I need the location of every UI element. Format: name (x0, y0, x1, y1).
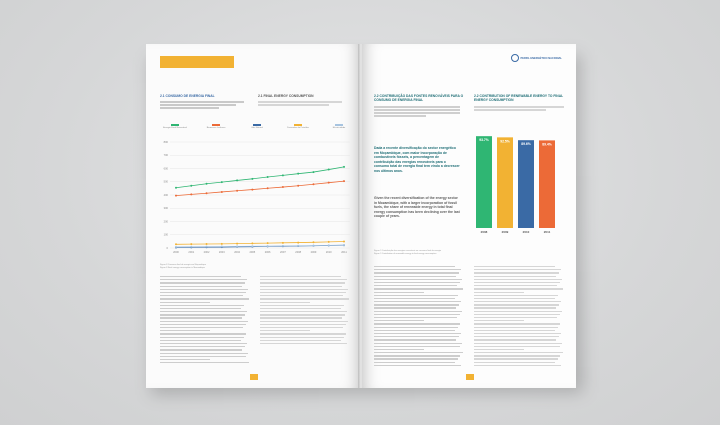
series-line (176, 181, 344, 196)
legend-swatch (171, 124, 179, 126)
data-point (190, 243, 192, 245)
heading-pt: 2.2 CONTRIBUIÇÃO DAS FONTES RENOVÁVEIS PARA O CONSUMO DE ENERGIA FINAL (374, 94, 464, 102)
x-tick-label: 2001 (188, 251, 195, 254)
text-line (374, 336, 459, 337)
text-line (260, 311, 347, 312)
page-number-marker-right (466, 374, 474, 380)
bar-caption-en: Figure 9 Contribution of renewable energy to final energy consumption (374, 253, 437, 255)
logo-line-1: PERFIL ENERGÉTICO NACIONAL (520, 56, 562, 60)
text-line (260, 321, 348, 322)
text-line (374, 323, 460, 324)
left-page (146, 44, 360, 388)
text-line (160, 324, 246, 325)
data-point (312, 245, 314, 247)
x-tick-label: 2006 (264, 251, 271, 254)
text-line (374, 301, 461, 302)
x-tick-label: 2004 (234, 251, 240, 254)
data-point (328, 169, 330, 171)
text-line (374, 266, 455, 267)
data-point (221, 181, 223, 183)
text-line (160, 343, 247, 344)
text-line (474, 288, 563, 289)
text-line (374, 311, 462, 312)
legend-swatch (335, 124, 343, 126)
text-line (474, 352, 563, 353)
text-line (374, 282, 460, 283)
text-line (474, 317, 557, 318)
bar-value-label: 89.4% (542, 142, 552, 147)
text-line (260, 279, 347, 280)
legend-swatch (253, 124, 261, 126)
text-line (374, 333, 461, 334)
text-line (160, 286, 242, 287)
text-line (474, 343, 562, 344)
data-point (221, 246, 223, 248)
line-chart (154, 136, 356, 260)
data-point (343, 241, 345, 243)
text-line (160, 289, 248, 290)
text-line (474, 362, 555, 363)
x-tick-label: 2009 (310, 251, 317, 254)
data-point (297, 185, 299, 187)
text-line (160, 356, 246, 357)
bar-value-label: 92.5% (500, 139, 510, 144)
x-tick-label: 2007 (280, 251, 286, 254)
series-line (176, 242, 344, 245)
data-point (297, 245, 299, 247)
text-line (474, 272, 559, 273)
text-line (374, 349, 424, 350)
section-tag (160, 56, 234, 68)
text-line (260, 324, 346, 325)
y-tick-label: 200 (163, 220, 168, 224)
bar-category-label: 2008 (480, 230, 488, 234)
bar (476, 136, 492, 228)
bar-value-label: 93.7% (479, 138, 489, 143)
intro-paragraph-en (258, 101, 342, 107)
text-line (374, 362, 455, 363)
text-line (374, 295, 458, 296)
data-point (190, 246, 192, 248)
data-point (175, 195, 177, 197)
data-point (282, 186, 284, 188)
x-tick-label: 2010 (325, 251, 332, 254)
text-line (160, 302, 210, 303)
text-line (474, 307, 556, 308)
text-line (474, 276, 556, 277)
text-line (474, 333, 561, 334)
text-line (374, 307, 456, 308)
text-line (160, 362, 249, 363)
text-line (160, 330, 210, 331)
heading-pt: 2.1 CONSUMO DE ENERGIA FINAL (160, 94, 215, 98)
text-line (474, 266, 555, 267)
text-line (474, 320, 524, 321)
text-line (260, 292, 346, 293)
data-point (175, 187, 177, 189)
y-tick-label: 600 (163, 167, 168, 171)
data-point (328, 182, 330, 184)
text-line (260, 340, 341, 341)
data-point (267, 187, 269, 189)
bar-category-label: 2009 (501, 230, 509, 234)
text-line (374, 317, 457, 318)
text-line (374, 314, 460, 315)
data-point (206, 183, 208, 185)
legend-item (326, 124, 352, 130)
text-line (374, 358, 458, 359)
text-line (474, 327, 558, 328)
text-line (474, 358, 558, 359)
legend-swatch (212, 124, 220, 126)
intro-paragraph-pt (374, 106, 460, 118)
logo-icon (511, 54, 519, 62)
x-tick-label: 2011 (341, 251, 347, 254)
text-line (260, 308, 341, 309)
intro-paragraph-en (474, 106, 564, 112)
text-line (374, 292, 424, 293)
legend-label: Gás Natural (251, 127, 263, 129)
text-line (474, 339, 556, 340)
text-line (374, 298, 455, 299)
data-point (236, 179, 238, 181)
data-point (206, 192, 208, 194)
text-line (374, 346, 460, 347)
text-line (374, 304, 459, 305)
text-line (374, 339, 456, 340)
series-line (176, 167, 344, 188)
open-brochure (146, 44, 576, 388)
x-tick-label: 2000 (173, 251, 179, 254)
text-line (260, 343, 347, 344)
page-number-marker-left (250, 374, 258, 380)
text-line (374, 288, 463, 289)
text-line (260, 286, 342, 287)
text-line (374, 272, 459, 273)
text-line (160, 346, 245, 347)
data-point (297, 242, 299, 244)
data-point (282, 242, 284, 244)
text-line (374, 352, 463, 353)
text-line (260, 289, 348, 290)
legend-swatch (294, 124, 302, 126)
text-line (474, 279, 562, 280)
y-tick-label: 100 (163, 233, 168, 237)
text-line (160, 314, 245, 315)
x-tick-label: 2008 (295, 251, 302, 254)
bar (518, 140, 534, 228)
bar (497, 137, 513, 228)
legend-label: Electricidade (332, 127, 346, 129)
legend-item (203, 124, 229, 130)
data-point (343, 166, 345, 168)
data-point (312, 183, 314, 185)
y-tick-label: 700 (163, 154, 168, 158)
data-point (190, 193, 192, 195)
text-line (160, 321, 248, 322)
text-line (474, 304, 559, 305)
data-point (251, 245, 253, 247)
heading-en: 2.2 CONTRIBUTION OF RENEWABLE ENERGY TO FINAL ENERGY CONSUMPTION (474, 94, 564, 102)
text-line (260, 305, 344, 306)
text-line (474, 355, 560, 356)
text-line (160, 298, 249, 299)
data-point (312, 171, 314, 173)
y-tick-label: 800 (163, 140, 168, 144)
text-line (474, 330, 555, 331)
x-tick-label: 2002 (203, 251, 210, 254)
heading-en: 2.1 FINAL ENERGY CONSUMPTION (258, 94, 314, 98)
data-point (267, 242, 269, 244)
text-line (474, 269, 561, 270)
text-line (374, 285, 457, 286)
data-point (221, 191, 223, 193)
text-line (374, 343, 462, 344)
legend-label: Biomassa Lenhosa (206, 127, 226, 129)
right-page (362, 44, 576, 388)
data-point (236, 243, 238, 245)
text-line (260, 282, 345, 283)
text-line (474, 349, 524, 350)
line-chart-legend (162, 124, 352, 130)
bar-caption-pt: Figura 9 Contribuição das energias renováveis no consumo final de energia (374, 250, 442, 252)
publication-logo (511, 54, 562, 62)
data-point (312, 241, 314, 243)
data-point (343, 180, 345, 182)
data-point (267, 176, 269, 178)
data-point (343, 244, 345, 246)
text-line (260, 327, 343, 328)
bar-category-label: 2010 (522, 230, 530, 234)
data-point (190, 185, 192, 187)
text-line (260, 276, 341, 277)
text-line (160, 317, 242, 318)
text-line (260, 302, 310, 303)
text-line (260, 333, 346, 334)
bar (539, 140, 555, 228)
data-point (221, 243, 223, 245)
text-line (160, 305, 244, 306)
text-line (160, 292, 246, 293)
pull-quote-en: Given the recent diversification of the energy sector in Mozambique, with a larger incorporation of fossil fuels, the share of renewable energy in total final energy consumption has been declining over the last couple of years. (374, 196, 460, 219)
text-line (474, 314, 560, 315)
data-point (175, 243, 177, 245)
text-line (160, 337, 244, 338)
text-line (160, 327, 243, 328)
data-point (175, 246, 177, 248)
data-point (251, 189, 253, 191)
data-point (328, 241, 330, 243)
text-line (260, 298, 349, 299)
y-tick-label: 500 (163, 180, 168, 184)
text-line (260, 330, 310, 331)
text-line (474, 301, 561, 302)
text-line (474, 365, 561, 366)
text-line (160, 276, 241, 277)
x-tick-label: 2003 (218, 251, 225, 254)
data-point (267, 245, 269, 247)
data-point (206, 243, 208, 245)
text-line (374, 327, 458, 328)
text-line (260, 317, 342, 318)
y-tick-label: 400 (163, 193, 168, 197)
text-line (160, 353, 248, 354)
text-line (474, 295, 558, 296)
text-line (474, 282, 560, 283)
text-line (260, 314, 345, 315)
text-line (160, 349, 242, 350)
x-tick-label: 2005 (249, 251, 256, 254)
text-line (260, 295, 343, 296)
bar-category-label: 2011 (543, 230, 551, 234)
data-point (297, 173, 299, 175)
text-line (160, 359, 210, 360)
data-point (282, 245, 284, 247)
text-line (474, 323, 560, 324)
y-tick-label: 0 (166, 246, 168, 250)
text-line (260, 337, 344, 338)
data-point (251, 178, 253, 180)
chart-caption-pt: Figura 8 Consumo final de energia em Moçambique (160, 264, 207, 266)
data-point (282, 174, 284, 176)
data-point (206, 246, 208, 248)
body-columns (160, 276, 350, 374)
legend-label: Energia Final Renovável (163, 127, 187, 129)
text-line (474, 346, 560, 347)
text-line (474, 336, 559, 337)
legend-item (244, 124, 270, 130)
text-line (374, 279, 462, 280)
text-line (160, 340, 241, 341)
bar-chart (472, 126, 564, 238)
text-line (374, 320, 424, 321)
y-tick-label: 300 (163, 207, 168, 211)
text-line (474, 311, 562, 312)
data-point (236, 245, 238, 247)
text-line (160, 333, 246, 334)
legend-item (162, 124, 188, 130)
text-line (160, 311, 247, 312)
text-line (374, 355, 460, 356)
data-point (251, 242, 253, 244)
text-line (160, 282, 245, 283)
bar-value-label: 89.6% (521, 142, 531, 147)
text-line (160, 295, 243, 296)
text-line (374, 276, 456, 277)
text-line (474, 292, 524, 293)
legend-label: Derivados do Petróleo (287, 127, 309, 129)
text-line (374, 269, 461, 270)
legend-item (285, 124, 311, 130)
text-line (160, 279, 247, 280)
text-line (160, 308, 241, 309)
pull-quote-pt: Dada a recente diversificação do sector energético em Moçambique, com maior incorporação de combustíveis fósseis, a percentagem de contribuição das energias renováveis para o consumo total de energia final tem vindo a decrescer nos últimos anos. (374, 146, 460, 173)
body-columns (374, 266, 564, 374)
chart-caption-en: Figure 8 Final energy consumption in Mozambique (160, 267, 205, 269)
data-point (236, 190, 238, 192)
text-line (474, 285, 557, 286)
intro-paragraph-pt (160, 101, 244, 110)
text-line (374, 330, 455, 331)
text-line (474, 298, 555, 299)
data-point (328, 244, 330, 246)
text-line (374, 365, 461, 366)
